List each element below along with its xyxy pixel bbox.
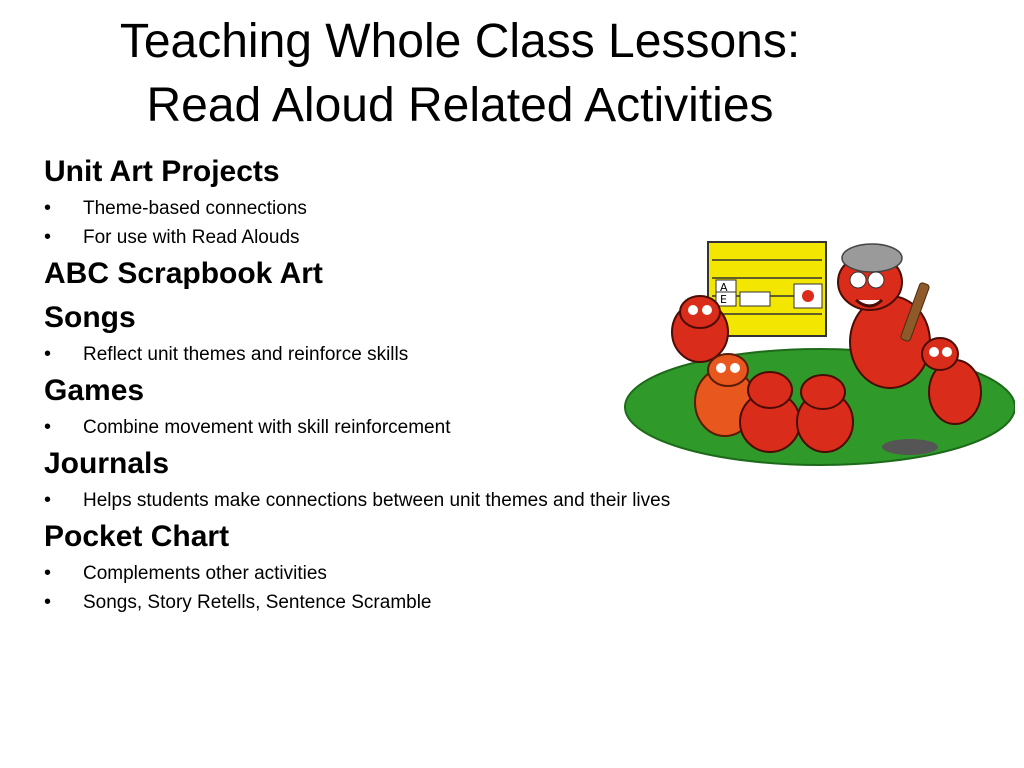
- board-letter: E: [720, 293, 727, 306]
- bullet-text: Songs, Story Retells, Sentence Scramble: [83, 591, 432, 613]
- bullet-dot: •: [44, 562, 52, 584]
- bullet-dot: •: [44, 591, 52, 613]
- bullet-text: Reflect unit themes and reinforce skills: [83, 343, 409, 365]
- bullet-text: Complements other activities: [83, 562, 327, 584]
- bullet-text: Combine movement with skill reinforcement: [83, 416, 451, 438]
- bullet-dot: •: [44, 416, 52, 438]
- bullet-item: [44, 194, 804, 223]
- section-heading-journals: Journals: [44, 447, 170, 480]
- section-heading-unit-art-projects: Unit Art Projects: [44, 155, 280, 188]
- student-ant: [797, 375, 853, 452]
- bullet-item: [44, 588, 804, 617]
- bullet-dot: •: [44, 343, 52, 365]
- classroom-ants-illustration-icon: [620, 222, 1015, 472]
- bullet-text: For use with Read Alouds: [83, 226, 300, 248]
- bullet-dot: •: [44, 489, 52, 511]
- section-heading-pocket-chart: Pocket Chart: [44, 520, 230, 553]
- student-ant: [672, 296, 728, 362]
- board-letter: A: [720, 281, 728, 294]
- bullet-dot: •: [44, 197, 52, 219]
- bullet-item: [44, 559, 804, 588]
- section-heading-games: Games: [44, 374, 145, 407]
- slide-title: [40, 10, 880, 138]
- bullet-dot: •: [44, 226, 52, 248]
- section-heading-abc-scrapbook-art: ABC Scrapbook Art: [44, 257, 323, 290]
- title-line-1: Teaching Whole Class Lessons:: [119, 15, 801, 68]
- bullet-text: Helps students make connections between unit themes and their lives: [83, 489, 671, 511]
- student-ant: [740, 372, 800, 452]
- bullet-item: [44, 486, 804, 515]
- bullet-text: Theme-based connections: [83, 197, 307, 219]
- section-heading-songs: Songs: [44, 301, 136, 334]
- title-line-2: Read Aloud Related Activities: [146, 79, 774, 132]
